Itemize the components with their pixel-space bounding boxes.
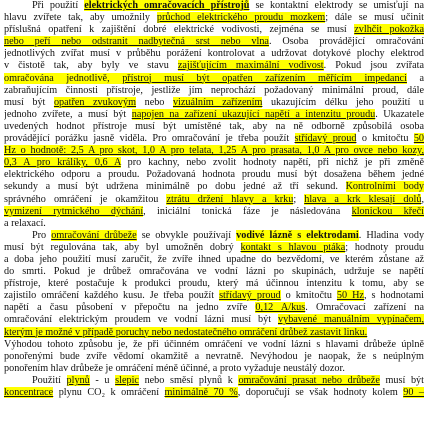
text-line (4, 48, 424, 60)
body-text: - u (89, 374, 116, 386)
text-line (4, 169, 424, 181)
body-text: uvedených hodnot přístroje musí být umístěné tak, aby na ně odborně způsobilá osoba (4, 120, 424, 132)
text-line (4, 36, 424, 48)
body-text: pro kachny, nebo zvolit hodnoty napětí, při nichž je při změně (120, 157, 424, 169)
body-text: Při použití (32, 0, 85, 11)
body-text: . Hladina vody (358, 229, 424, 241)
highlighted-text: zajišťujícím maximální vodivost (177, 60, 324, 72)
text-line (4, 157, 424, 169)
highlighted-text: střídavý proud (219, 290, 281, 302)
body-text: příslušná opatření k zajištění dobré elektrické vodivosti, zejména se musí (4, 24, 355, 36)
highlighted-text: 50 Hz (336, 290, 364, 302)
text-line (4, 109, 424, 121)
body-text: . Omračovací zařízení na (305, 302, 424, 314)
body-text: jednotlivých zvířat musí v průběhu porážení kontrolovat a udržovat dotykové plochy elektrod (4, 48, 424, 60)
body-text: , s hodnotami (363, 290, 424, 302)
text-line (4, 266, 424, 278)
body-text: Použití (32, 374, 67, 386)
text-line (4, 327, 424, 339)
body-text: jednoho zvířete, a musí být (4, 108, 132, 120)
text-line (4, 121, 424, 133)
highlighted-text: omračování drůbeže (51, 229, 137, 241)
body-text: ponořením hlav drůbeže je omráčení méně účinné, a proto vyžaduje neustálý dozor. (4, 362, 345, 374)
body-text: se kontaktní elektrody se umisťují na (249, 0, 424, 11)
body-text: správného omráčení je okamžitou (4, 193, 167, 205)
body-text: zabraňujícím činnosti přístroje, jestliže jím neprochází požadovaný minimální proud, dále (4, 84, 424, 96)
body-text: Výhodou tohoto způsobu je, že při účinném omráčení ve vodní lázni s hlavami drůbeže úplně (4, 338, 424, 350)
highlighted-text: plynů (66, 374, 90, 386)
body-text: . Pokud jsou zvířata (323, 60, 424, 72)
highlighted-text: zvlhčit pokožka (354, 24, 424, 36)
text-line (4, 278, 424, 290)
text-line (4, 60, 424, 72)
text-line (4, 314, 424, 326)
highlighted-text: napojen na zařízení ukazující napětí a intenzitu proudu (131, 108, 376, 120)
body-text: , doporučují se však hodnoty kolem (237, 387, 404, 398)
text-line (4, 97, 424, 109)
body-text: ukazujícím délku jeho použití u (262, 96, 424, 108)
body-text: Pro (32, 229, 52, 241)
highlighted-text: opatřen zvukovým (53, 96, 137, 108)
body-text: o kmitočtu (280, 290, 337, 302)
highlighted-text: kontakt s hlavou ptáka (240, 241, 346, 253)
text-line (4, 230, 424, 242)
text-line (4, 290, 424, 302)
body-text: sekundy a musí být udržena minimálně po dobu jedné až tří sekund. (4, 181, 346, 193)
text-line (4, 24, 424, 36)
highlighted-text: elektrických omračovacích přístrojů (84, 0, 250, 11)
highlighted-text: slepic (115, 374, 139, 386)
body-text: musí být regulována tak, aby byl umožněn dobrý (4, 241, 241, 253)
highlighted-text: klonickou křečí (351, 205, 424, 217)
body-text: ponořenými bude zvíře vědomí okamžitě a nevratně. Nevýhodou je naopak, že s neúplným (4, 350, 424, 362)
body-text: musí být (379, 374, 424, 386)
body-text: . Ukazatele (375, 108, 424, 120)
body-text: ; dále se musí učinit (325, 12, 424, 24)
text-line (4, 0, 424, 12)
body-text: plynu CO₂ k omráčení (53, 387, 165, 398)
text-line (4, 194, 424, 206)
body-text: zajistilo omráčení každého kusu. Je třeba použít (4, 290, 220, 302)
text-line (4, 181, 424, 193)
body-text: napětí a času působení v přepočtu na jedno zvíře (4, 302, 256, 314)
body-text: a doba jeho použití musí zaručit, že zvíře ihned upadne do bezvědomí, ve kterém zůstane až (4, 253, 424, 265)
body-text: přístroje, které postačuje k produkci proudu, který má účinnou intenzitu k tomu, aby se (4, 278, 424, 290)
highlighted-text: 0,3 A pro králíky, 0,6 A (4, 157, 121, 169)
text-line (4, 73, 424, 85)
text-line (4, 375, 424, 387)
body-text: a (406, 72, 424, 84)
body-text: , (421, 193, 424, 205)
body-text: nebo (136, 96, 173, 108)
highlighted-text: hlava a krk klesají dolů (304, 193, 422, 205)
highlighted-text: 50 (413, 133, 424, 145)
text-line (4, 254, 424, 266)
highlighted-text: omračování prasat nebo drůbeže (238, 374, 380, 386)
text-line (4, 339, 424, 351)
text-line (4, 387, 424, 399)
body-text: provádějící porážku jasně viděla. Pro omračování je třeba použít (4, 133, 295, 145)
text-line (4, 206, 424, 218)
text-line (4, 302, 424, 314)
text-line (4, 12, 424, 24)
highlighted-text: 90 – (403, 387, 424, 398)
text-line (4, 363, 424, 375)
highlighted-text: vymizení rytmického dýchání (4, 205, 144, 217)
highlighted-text: ztrátu držení hlavy a krku (166, 193, 294, 205)
text-line (4, 351, 424, 363)
body-text: o kmitočtu (356, 133, 414, 145)
highlighted-text: omračována jednotlivě, (4, 72, 123, 84)
body-text: . Osoba provádějící omračování (268, 36, 424, 48)
body-text: v čistotě tak, aby byly ve stavu (4, 60, 178, 72)
body-text: , iniciální tonická fáze je následována (143, 205, 352, 217)
text-line (4, 85, 424, 97)
highlighted-text: 0,12 A/kus (255, 302, 306, 314)
highlighted-text: minimálně 70 % (164, 387, 238, 398)
highlighted-text: nebo peří nebo odstranit nadbytečná srst nebo vlna (4, 36, 269, 48)
highlighted-text: průchod elektrického proudu mozkem (156, 12, 326, 24)
highlighted-text: přístroj musí být opatřen zařízením měřícím impedanci (122, 72, 407, 84)
body-text: nebo směsí plynů k (138, 374, 239, 386)
highlighted-text: vodivé lázně s elektrodami (236, 229, 359, 241)
body-text: do smrti. Pokud je drůbež omračována ve vodní lázni po skupinách, udržuje se napětí (4, 266, 424, 278)
highlighted-text: Kontrolními body (345, 181, 424, 193)
body-text: musí být (4, 96, 54, 108)
body-text: ; hodnoty proudu (345, 241, 424, 253)
highlighted-text: koncentrace (4, 387, 54, 398)
highlighted-text: Hz o hodnotě: 2,5 A pro skot, 1,0 A pro telata, 1,25 A pro prasata, 1,0 A pro ovce nebo kozy, (4, 145, 424, 157)
body-text: se obvykle používají (136, 229, 237, 241)
body-text: elektrického odporu a proudu. Požadovaná hodnota proudu musí být dosažena během jedné (4, 169, 424, 181)
body-text: a relaxací. (4, 217, 46, 229)
text-line (4, 218, 424, 230)
highlighted-text: vybavené manuálním vypínačem, (278, 314, 424, 326)
body-text: hlavu zvířete tak, aby umožnily (4, 12, 157, 24)
highlighted-text: kterým je možné v případě poruchy nebo nedostatečného omráčení drůbež zastavit linku. (4, 326, 368, 338)
body-text: omračování elektrickým proudem ve vodní lázni musí být (4, 314, 278, 326)
body-text: ; (293, 193, 305, 205)
text-line (4, 145, 424, 157)
highlighted-text: vizuálním zařízením (172, 96, 263, 108)
text-line (4, 242, 424, 254)
highlighted-text: střídavý proud (294, 133, 357, 145)
text-line (4, 133, 424, 145)
